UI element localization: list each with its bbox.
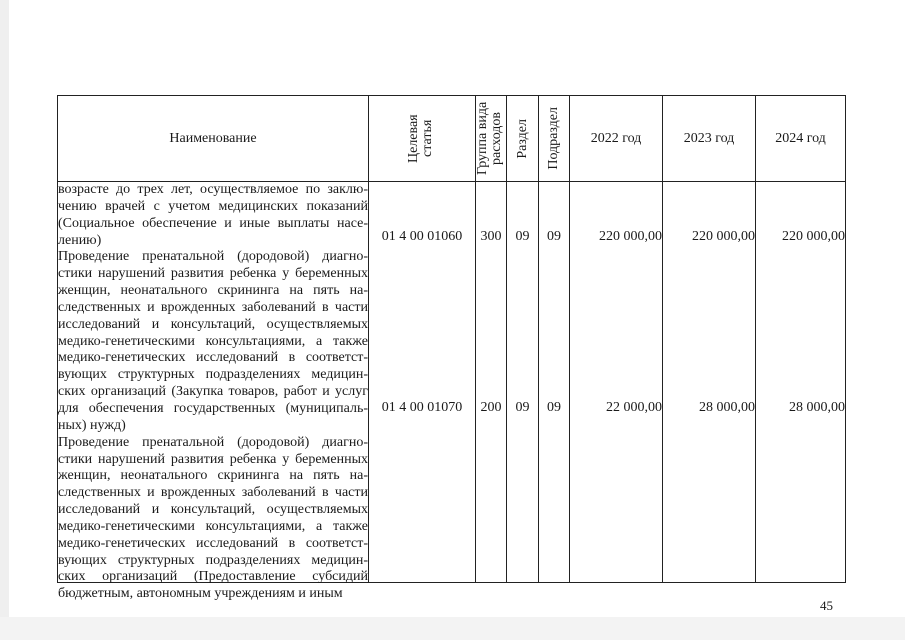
header-subsection: Подраздел bbox=[539, 96, 570, 182]
subsection-cell bbox=[539, 182, 570, 583]
row-1-y2024: 220 000,00 bbox=[782, 229, 845, 244]
header-expense-group: Группа вида расходов bbox=[476, 96, 507, 182]
row-1-subsection: 09 bbox=[547, 229, 561, 244]
name-line: исследований и консультаций, осуществляемых bbox=[58, 316, 368, 332]
name-line: следственных и врожденных заболеваний в части bbox=[58, 299, 368, 315]
name-text bbox=[58, 182, 368, 602]
expense-group-cell bbox=[476, 182, 507, 583]
name-line: Проведение пренатальной (дородовой) диагно- bbox=[58, 434, 368, 450]
name-line: стики нарушений развития ребенка у беременных bbox=[58, 266, 368, 282]
y2024-cell bbox=[756, 182, 846, 583]
y2023-cell bbox=[663, 182, 756, 583]
header-target-article: Целевая статья bbox=[369, 96, 476, 182]
budget-table bbox=[57, 95, 846, 602]
header-2023: 2023 год bbox=[663, 96, 756, 182]
table-body-row bbox=[58, 182, 846, 583]
target-article-cell bbox=[369, 182, 476, 583]
row-2-section: 09 bbox=[515, 400, 530, 415]
name-line: ских организаций (Закупка товаров, работ и услуг bbox=[58, 384, 368, 400]
row-2-y2024: 28 000,00 bbox=[789, 400, 845, 415]
name-line: ных) нужд) bbox=[58, 417, 126, 433]
row-2-y2022: 22 000,00 bbox=[606, 400, 662, 415]
name-line: медико-генетическими консультациями, а также bbox=[58, 333, 368, 349]
scan-edge-bottom bbox=[0, 617, 905, 640]
row-1-target-article: 01 4 00 01060 bbox=[381, 229, 463, 244]
name-line: ских организаций (Предоставление субсидий bbox=[58, 569, 368, 585]
page-number: 45 bbox=[820, 598, 833, 613]
name-line: медико-генетическими консультациями, а также bbox=[58, 518, 368, 534]
row-1-expense-group: 300 bbox=[480, 229, 502, 244]
name-line: возрасте до трех лет, осуществляемое по заклю- bbox=[58, 182, 368, 197]
name-cell bbox=[58, 182, 369, 602]
name-line: медико-генетических исследований в соответст- bbox=[58, 350, 368, 366]
name-line: лению) bbox=[58, 232, 102, 248]
row-1-section: 09 bbox=[515, 229, 530, 244]
name-line: вующих структурных подразделениях медицин- bbox=[58, 552, 368, 568]
name-line: следственных и врожденных заболеваний в части bbox=[58, 485, 368, 501]
name-line: (Социальное обеспечение и иные выплаты насе- bbox=[58, 215, 368, 231]
name-line: медико-генетических исследований в соответст- bbox=[58, 535, 368, 551]
scan-edge-left bbox=[0, 0, 9, 640]
name-line: Проведение пренатальной (дородовой) диагно- bbox=[58, 249, 368, 265]
name-line: вующих структурных подразделениях медицин- bbox=[58, 367, 368, 383]
row-2-target-article: 01 4 00 01070 bbox=[381, 400, 463, 415]
header-2024: 2024 год bbox=[756, 96, 846, 182]
header-section: Раздел bbox=[507, 96, 539, 182]
row-2-expense-group: 200 bbox=[480, 400, 502, 415]
name-line: чению врачей с учетом медицинских показаний bbox=[58, 198, 368, 214]
name-line: для обеспечения государственных (муниципаль- bbox=[58, 400, 368, 416]
row-2-y2023: 28 000,00 bbox=[699, 400, 755, 415]
section-cell bbox=[507, 182, 539, 583]
row-1-y2023: 220 000,00 bbox=[692, 229, 755, 244]
row-2-subsection: 09 bbox=[547, 400, 561, 415]
name-line: женщин, неонатального скрининга на пять на- bbox=[58, 283, 368, 299]
row-1-y2022: 220 000,00 bbox=[599, 229, 662, 244]
header-row bbox=[58, 96, 846, 182]
name-line: стики нарушений развития ребенка у беременных bbox=[58, 451, 368, 467]
name-line: женщин, неонатального скрининга на пять на- bbox=[58, 468, 368, 484]
y2022-cell bbox=[570, 182, 663, 583]
name-line: бюджетным, автономным учреждениям и иным bbox=[58, 586, 343, 602]
header-name: Наименование bbox=[58, 96, 369, 182]
name-line: исследований и консультаций, осуществляемых bbox=[58, 502, 368, 518]
header-2022: 2022 год bbox=[570, 96, 663, 182]
